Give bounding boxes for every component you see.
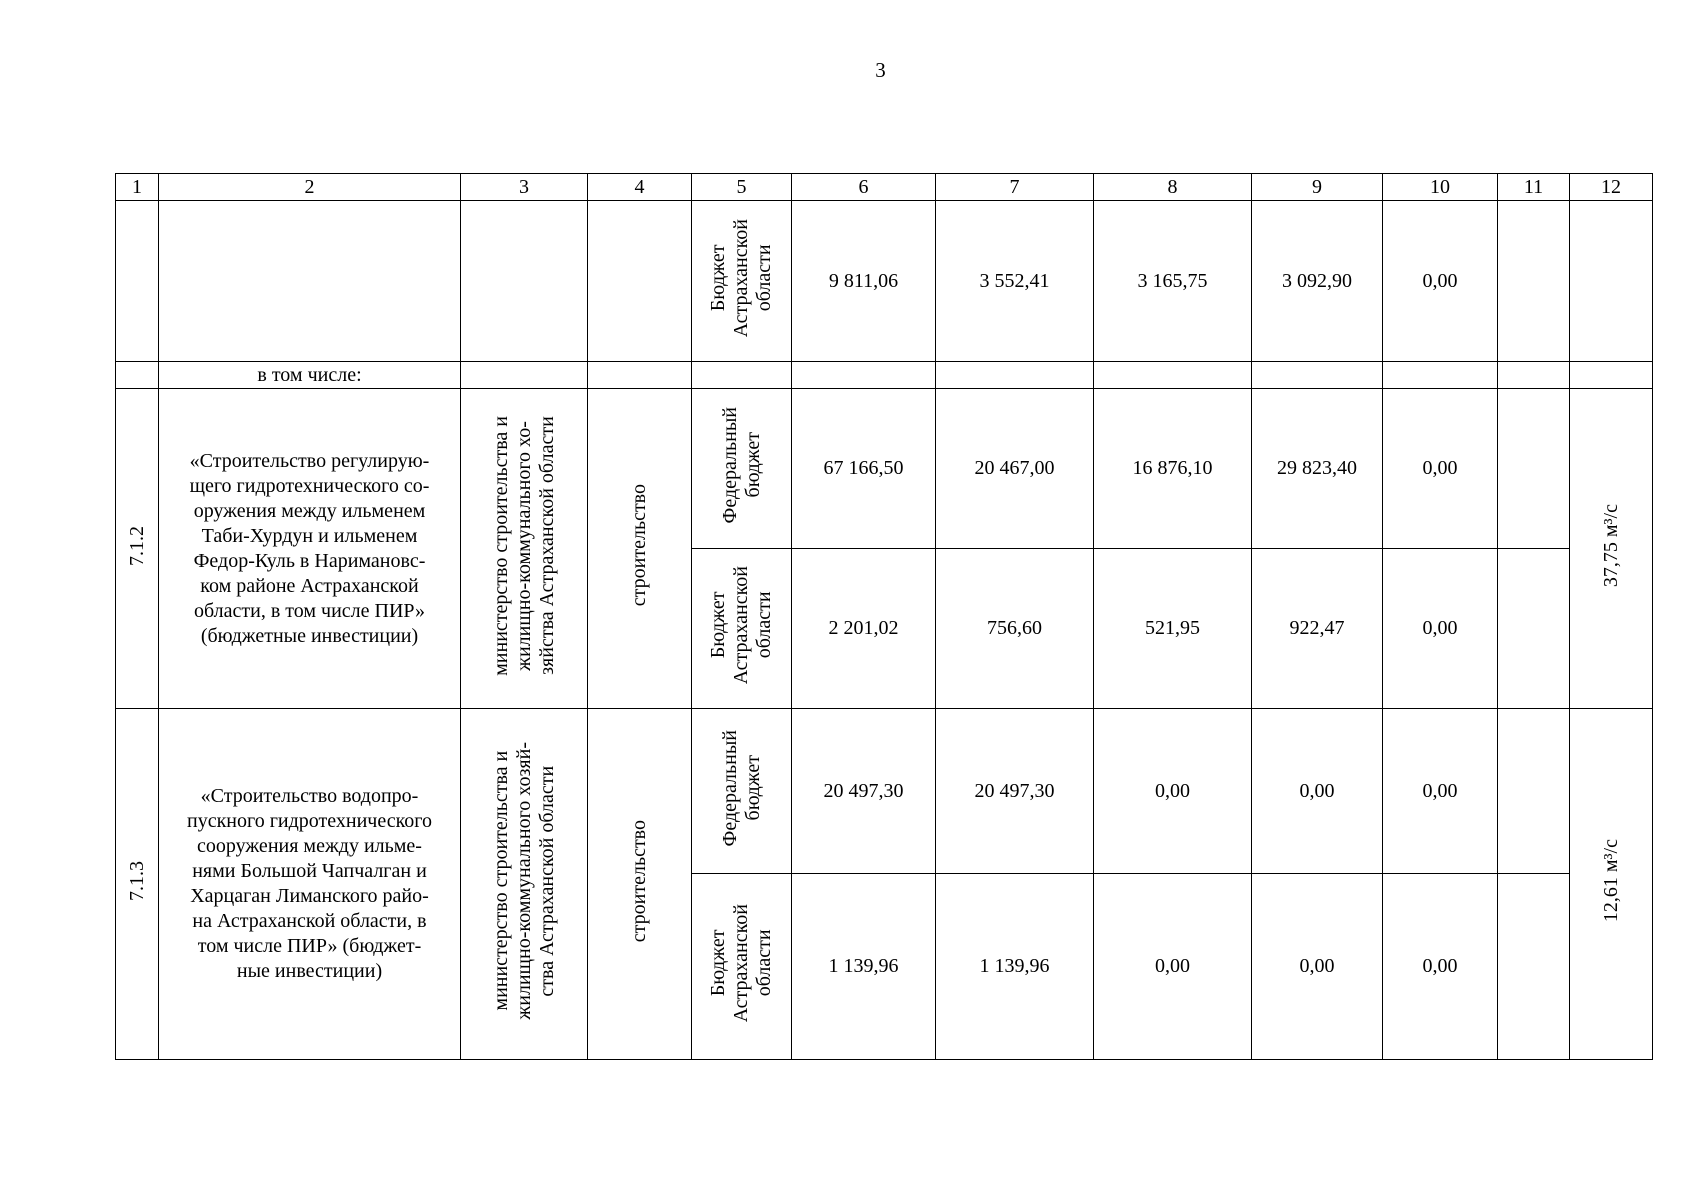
funding-source: Бюджет Астраханской области — [707, 218, 775, 338]
funding-source: Федеральный бюджет — [718, 407, 764, 524]
header-cell: 11 — [1498, 174, 1570, 201]
funding-source-cell — [692, 874, 792, 1060]
work-type: строительство — [628, 484, 650, 607]
work-type: строительство — [628, 819, 650, 943]
value-cell: 20 467,00 — [936, 389, 1094, 549]
value-cell: 16 876,10 — [1094, 389, 1252, 549]
value-cell: 67 166,50 — [792, 389, 936, 549]
item-number: 7.1.2 — [125, 525, 148, 566]
header-cell: 10 — [1383, 174, 1498, 201]
header-cell: 12 — [1570, 174, 1653, 201]
value-cell: 3 092,90 — [1252, 201, 1383, 362]
value-cell: 0,00 — [1094, 709, 1252, 874]
value-cell: 3 552,41 — [936, 201, 1094, 362]
funding-source: Бюджет Астраханской области — [707, 566, 775, 685]
header-cell: 2 — [159, 174, 461, 201]
header-cell: 1 — [116, 174, 159, 201]
header-cell: 6 — [792, 174, 936, 201]
value-cell: 29 823,40 — [1252, 389, 1383, 549]
value-cell: 521,95 — [1094, 549, 1252, 709]
value-cell: 20 497,30 — [936, 709, 1094, 874]
header-row — [116, 174, 1653, 201]
table-row — [116, 389, 1653, 549]
item-number-cell — [116, 709, 159, 1060]
value-cell: 0,00 — [1383, 389, 1498, 549]
table-row — [116, 201, 1653, 362]
including-label: в том числе: — [159, 362, 461, 389]
funding-source-cell — [692, 389, 792, 549]
item-number: 7.1.3 — [125, 861, 148, 901]
result-cell — [1570, 709, 1653, 1060]
executor: министерство строительства и жилищно-коммунального хозяй- ства Астраханской области — [489, 742, 558, 1020]
value-cell: 0,00 — [1252, 709, 1383, 874]
value-cell: 20 497,30 — [792, 709, 936, 874]
value-cell: 0,00 — [1094, 874, 1252, 1060]
value-cell: 3 165,75 — [1094, 201, 1252, 362]
value-cell: 2 201,02 — [792, 549, 936, 709]
executor-cell — [461, 709, 588, 1060]
funding-source: Бюджет Астраханской области — [707, 904, 775, 1023]
header-cell: 3 — [461, 174, 588, 201]
funding-source-cell — [692, 549, 792, 709]
header-cell: 7 — [936, 174, 1094, 201]
executor-cell — [461, 389, 588, 709]
value-cell: 0,00 — [1383, 709, 1498, 874]
item-description: «Строительство регулирую- щего гидротехнического со- оружения между ильменем Таби-Хурдун и ильменем Федор-Куль в Наримановс- ком районе Астраханской области, в том числе ПИР» (бюджетные инвестиции) — [159, 389, 461, 709]
result-value: 37,75 м³/с — [1599, 503, 1622, 588]
value-cell: 0,00 — [1383, 874, 1498, 1060]
header-cell: 8 — [1094, 174, 1252, 201]
result-value: 12,61 м³/с — [1599, 839, 1622, 923]
work-type-cell — [588, 709, 692, 1060]
value-cell: 0,00 — [1252, 874, 1383, 1060]
budget-table — [115, 173, 1653, 1060]
table-row — [116, 362, 1653, 389]
work-type-cell — [588, 389, 692, 709]
result-cell — [1570, 389, 1653, 709]
value-cell: 0,00 — [1383, 549, 1498, 709]
value-cell: 922,47 — [1252, 549, 1383, 709]
value-cell: 1 139,96 — [792, 874, 936, 1060]
header-cell: 9 — [1252, 174, 1383, 201]
page-number: 3 — [875, 58, 886, 82]
value-cell: 1 139,96 — [936, 874, 1094, 1060]
value-cell: 9 811,06 — [792, 201, 936, 362]
funding-source: Федеральный бюджет — [718, 729, 764, 847]
value-cell: 756,60 — [936, 549, 1094, 709]
header-cell: 5 — [692, 174, 792, 201]
header-cell: 4 — [588, 174, 692, 201]
funding-source-cell — [692, 709, 792, 874]
value-cell: 0,00 — [1383, 201, 1498, 362]
item-number-cell — [116, 389, 159, 709]
table-row — [116, 709, 1653, 874]
funding-source-cell — [692, 201, 792, 362]
executor: министерство строительства и жилищно-коммунального хо- зяйства Астраханской области — [489, 415, 558, 676]
item-description: «Строительство водопро- пускного гидротехнического сооружения между ильме- нями Большой Чапчалган и Харцаган Лиманского райо- на Астраханской области, в том числе ПИР» (бюджет- ные инвестиции) — [159, 709, 461, 1060]
